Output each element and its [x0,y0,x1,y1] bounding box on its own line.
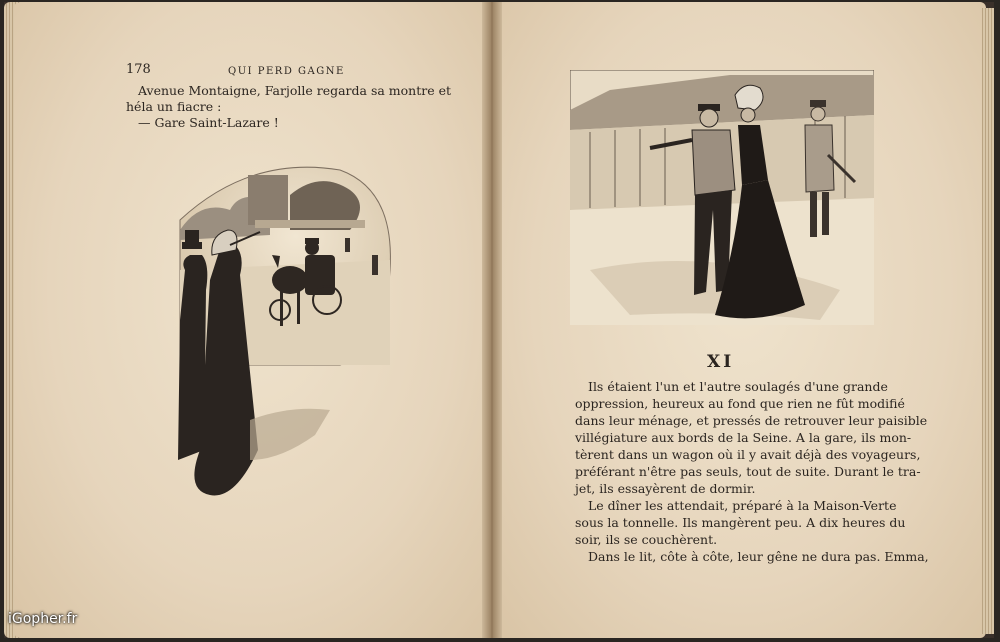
right-text-line: villégiature aux bords de la Seine. A la gare, ils mon- [575,430,912,445]
left-text-line: Avenue Montaigne, Farjolle regarda sa montre et [138,83,452,98]
right-text-line: jet, ils essayèrent de dormir. [575,481,756,496]
market-scene-illustration [570,70,874,325]
right-text-line: Le dîner les attendait, préparé à la Maison-Verte [588,498,897,513]
page-number: 178 [126,62,151,77]
right-text-line: préférant n'être pas seuls, tout de suite. Durant le tra- [575,464,921,479]
right-text-line: dans leur ménage, et pressés de retrouver leur paisible [575,413,928,428]
chapter-heading: XI [707,352,735,372]
running-head: QUI PERD GAGNE [228,66,345,77]
right-text-line: Dans le lit, côte à côte, leur gêne ne dura pas. Emma, [588,549,929,564]
right-text-line: oppression, heureux au fond que rien ne fût modifié [575,396,905,411]
right-text-line: soir, ils se couchèrent. [575,532,718,547]
carriage-street-illustration [140,160,400,505]
left-text-line: héla un fiacre : [126,99,222,114]
left-text-line: — Gare Saint-Lazare ! [138,115,279,130]
right-page-edges [982,8,994,634]
book-gutter [482,2,502,638]
right-text-line: Ils étaient l'un et l'autre soulagés d'une grande [588,379,888,394]
right-text-line: tèrent dans un wagon où il y avait déjà des voyageurs, [575,447,921,462]
site-watermark: iGopher.fr [8,611,78,627]
right-text-line: sous la tonnelle. Ils mangèrent peu. A dix heures du [575,515,906,530]
